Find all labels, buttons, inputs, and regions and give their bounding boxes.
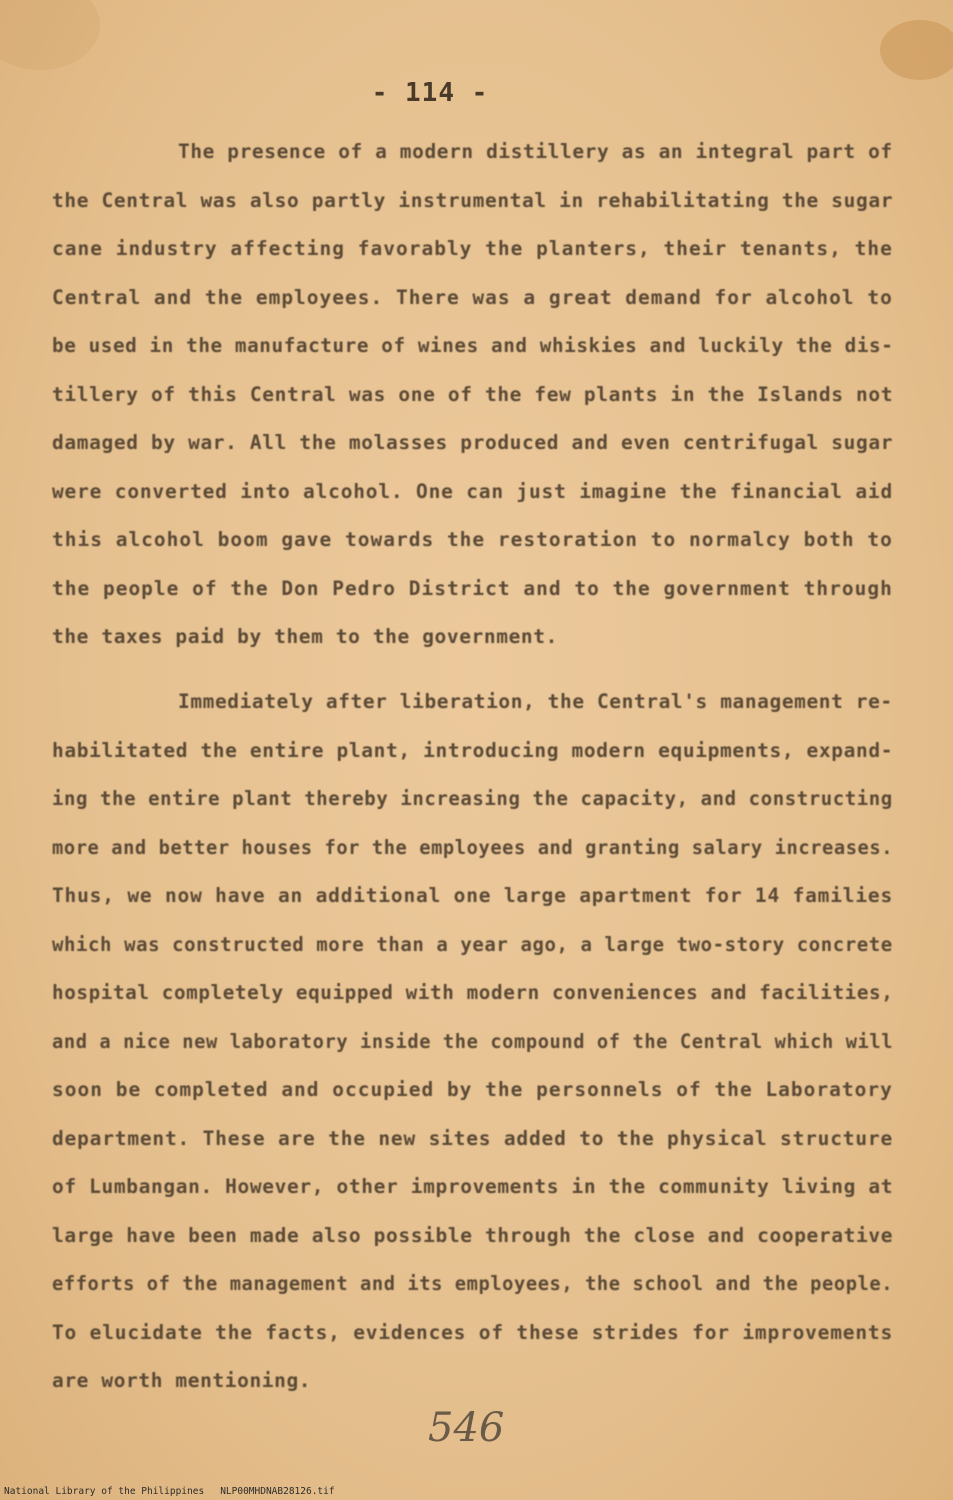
paper-stain [880, 20, 953, 80]
text-line: Central and the employees. There was a great demand for alcohol to [52, 285, 893, 309]
text-line: were converted into alcohol. One can just imagine the financial aid [52, 479, 893, 503]
text-line: Immediately after liberation, the Central's management re- [178, 690, 893, 713]
text-line: are worth mentioning. [52, 1369, 312, 1392]
text-line: ing the entire plant thereby increasing the capacity, and constructing [52, 787, 893, 810]
text-line: department. These are the new sites added to the physical structure [52, 1126, 893, 1150]
text-line: large have been made also possible through the close and cooperative [52, 1223, 894, 1247]
text-line: hospital completely equipped with modern conveniences and facilities, [52, 981, 894, 1004]
handwritten-page-number: 546 [428, 1405, 505, 1451]
text-line: which was constructed more than a year ago, a large two-story concrete [52, 932, 893, 956]
text-line: damaged by war. All the molasses produced and even centrifugal sugar [52, 431, 894, 454]
footer [4, 1486, 335, 1497]
text-line: tillery of this Central was one of the few plants in the Islands not [52, 382, 894, 406]
page-number: - 114 - [371, 78, 489, 108]
text-line: more and better houses for the employees and granting salary increases. [52, 835, 894, 859]
text-line: be used in the manufacture of wines and whiskies and luckily the dis- [52, 334, 894, 357]
text-line: the people of the Don Pedro District and to the government through [52, 576, 893, 600]
text-line: this alcohol boom gave towards the restoration to normalcy both to [52, 528, 893, 551]
text-line: Thus, we now have an additional one large apartment for 14 families [52, 884, 893, 907]
paper-stain [0, 0, 100, 70]
text-line: habilitated the entire plant, introducing modern equipments, expand- [52, 738, 894, 762]
text-line: the Central was also partly instrumental in rehabilitating the sugar [52, 188, 894, 212]
text-line: and a nice new laboratory inside the compound of the Central which will [52, 1029, 894, 1053]
footer-institution: National Library of the Philippines [4, 1486, 205, 1497]
text-line: of Lumbangan. However, other improvements in the community living at [52, 1175, 894, 1198]
text-line: efforts of the management and its employees, the school and the people. [52, 1272, 894, 1295]
text-line: cane industry affecting favorably the planters, their tenants, the [52, 237, 893, 260]
text-line: the taxes paid by them to the government. [52, 625, 558, 648]
footer-filename: NLP00MHDNAB28126.tif [220, 1486, 335, 1497]
text-line: The presence of a modern distillery as an integral part of [178, 140, 893, 163]
text-line: soon be completed and occupied by the personnels of the Laboratory [52, 1078, 893, 1101]
text-line: To elucidate the facts, evidences of these strides for improvements [52, 1320, 893, 1344]
